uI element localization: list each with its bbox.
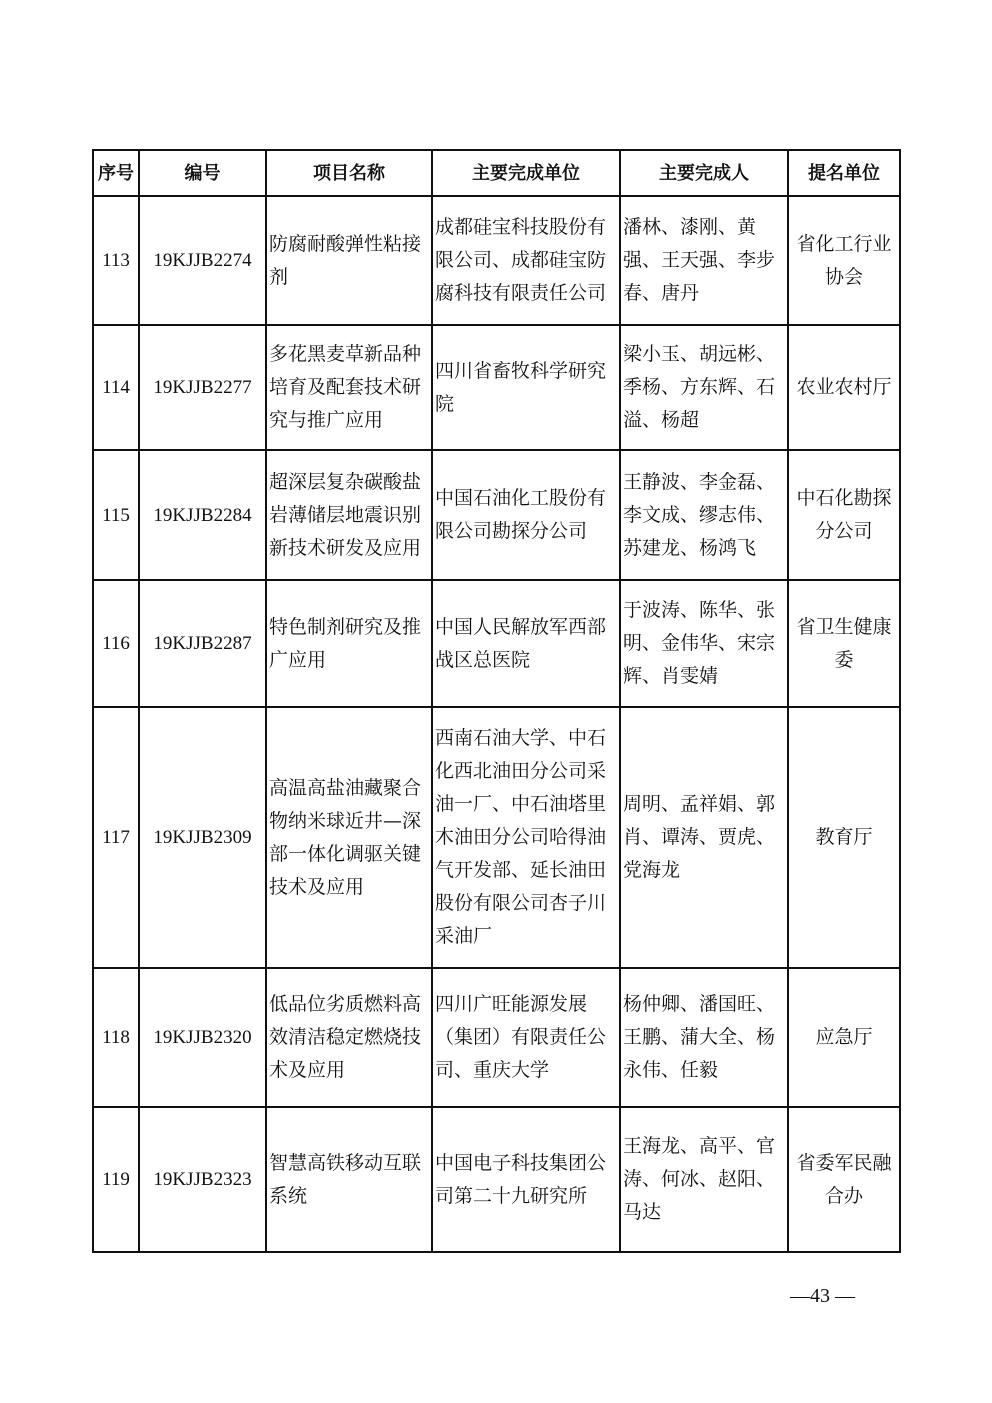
row-project: 超深层复杂碳酸盐岩薄储层地震识别新技术研发及应用 (266, 450, 432, 580)
row-persons: 梁小玉、胡远彬、季杨、方东辉、石溢、杨超 (620, 325, 788, 450)
row-persons: 周明、孟祥娟、郭肖、谭涛、贾虎、党海龙 (620, 707, 788, 968)
row-nominator: 省委军民融合办 (788, 1107, 900, 1252)
table-row (93, 196, 900, 325)
table-row (93, 450, 900, 580)
row-nominator: 教育厅 (788, 707, 900, 968)
row-units: 中国石油化工股份有限公司勘探分公司 (432, 450, 620, 580)
row-project: 特色制剂研究及推广应用 (266, 580, 432, 707)
table-row (93, 1107, 900, 1252)
header-project: 项目名称 (266, 150, 432, 196)
row-persons: 于波涛、陈华、张明、金伟华、宋宗辉、肖雯婧 (620, 580, 788, 707)
row-nominator: 农业农村厅 (788, 325, 900, 450)
row-units: 中国电子科技集团公司第二十九研究所 (432, 1107, 620, 1252)
row-code: 19KJJB2287 (139, 580, 266, 707)
row-units: 四川广旺能源发展（集团）有限责任公司、重庆大学 (432, 968, 620, 1107)
table-row (93, 580, 900, 707)
header-nominator: 提名单位 (788, 150, 900, 196)
page-number: —43 — (790, 1285, 855, 1307)
header-units: 主要完成单位 (432, 150, 620, 196)
row-persons: 王静波、李金磊、李文成、缪志伟、苏建龙、杨鸿飞 (620, 450, 788, 580)
row-project: 多花黑麦草新品种培育及配套技术研究与推广应用 (266, 325, 432, 450)
row-nominator: 省卫生健康委 (788, 580, 900, 707)
row-project: 智慧高铁移动互联系统 (266, 1107, 432, 1252)
row-project: 高温高盐油藏聚合物纳米球近井—深部一体化调驱关键技术及应用 (266, 707, 432, 968)
row-units: 成都硅宝科技股份有限公司、成都硅宝防腐科技有限责任公司 (432, 196, 620, 325)
row-persons: 王海龙、高平、官涛、何冰、赵阳、马达 (620, 1107, 788, 1252)
row-code: 19KJJB2284 (139, 450, 266, 580)
awards-table (92, 149, 901, 1253)
row-units: 中国人民解放军西部战区总医院 (432, 580, 620, 707)
row-units: 西南石油大学、中石化西北油田分公司采油一厂、中石油塔里木油田分公司哈得油气开发部、延长油田股份有限公司杏子川采油厂 (432, 707, 620, 968)
header-serial: 序号 (93, 150, 139, 196)
row-nominator: 省化工行业协会 (788, 196, 900, 325)
header-code: 编号 (139, 150, 266, 196)
row-nominator: 应急厅 (788, 968, 900, 1107)
row-serial: 116 (93, 580, 139, 707)
row-code: 19KJJB2274 (139, 196, 266, 325)
row-code: 19KJJB2320 (139, 968, 266, 1107)
table-row (93, 325, 900, 450)
row-project: 防腐耐酸弹性粘接剂 (266, 196, 432, 325)
row-serial: 117 (93, 707, 139, 968)
row-serial: 119 (93, 1107, 139, 1252)
row-serial: 114 (93, 325, 139, 450)
row-serial: 118 (93, 968, 139, 1107)
row-persons: 杨仲卿、潘国旺、王鹏、蒲大全、杨永伟、任毅 (620, 968, 788, 1107)
table-header-row (93, 150, 900, 196)
row-serial: 113 (93, 196, 139, 325)
header-persons: 主要完成人 (620, 150, 788, 196)
row-project: 低品位劣质燃料高效清洁稳定燃烧技术及应用 (266, 968, 432, 1107)
row-code: 19KJJB2323 (139, 1107, 266, 1252)
row-serial: 115 (93, 450, 139, 580)
row-code: 19KJJB2277 (139, 325, 266, 450)
row-persons: 潘林、漆刚、黄强、王天强、李步春、唐丹 (620, 196, 788, 325)
row-units: 四川省畜牧科学研究院 (432, 325, 620, 450)
row-nominator: 中石化勘探分公司 (788, 450, 900, 580)
table-row (93, 968, 900, 1107)
table-row (93, 707, 900, 968)
row-code: 19KJJB2309 (139, 707, 266, 968)
